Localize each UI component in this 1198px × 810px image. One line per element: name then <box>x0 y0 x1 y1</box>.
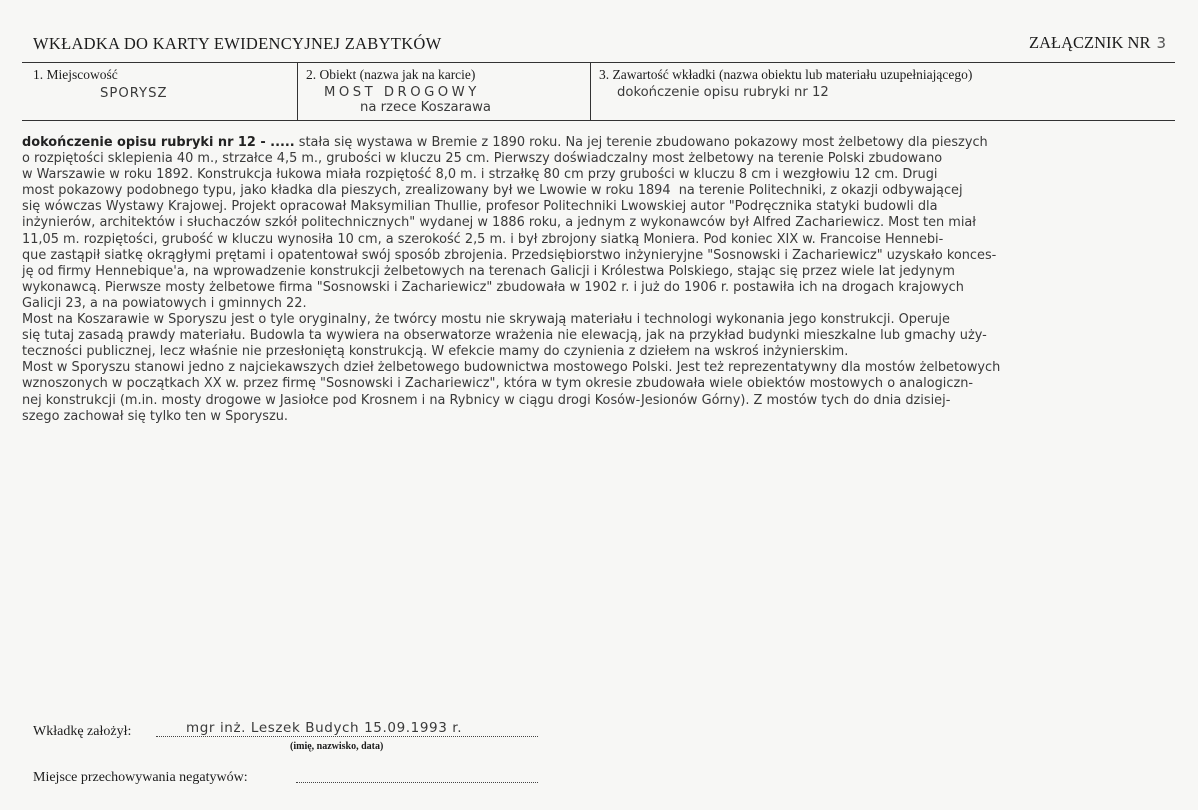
description-line: ję od firmy Hennebique'a, na wprowadzenie konstrukcji żelbetowych na terenach Galicji i Królestwa Polskiego, stając się przez wiele lat jedynym <box>22 263 955 279</box>
header-rule-top <box>22 62 1175 63</box>
field-object <box>306 67 584 115</box>
description-line: 11,05 m. rozpiętości, grubość w kluczu wynosiła 10 cm, a szerokość 2,5 m. i był zbrojony siatką Moniera. Pod koniec XIX w. Francoise Hennebi- <box>22 231 944 247</box>
author-dotted-line <box>156 736 538 737</box>
negatives-label: Miejsce przechowywania negatywów: <box>33 770 248 785</box>
header-rule-bottom <box>22 120 1175 121</box>
field-object-subvalue: na rzece Koszarawa <box>360 100 491 115</box>
description-line: nej konstrukcji (m.in. mosty drogowe w Jasiołce pod Krosnem i na Rybnicy w ciągu drogi Kosów-Jesionów Górny). Z mostów tych do dnia dzisiej- <box>22 392 951 408</box>
description-line: teczności publicznej, lecz właśnie nie przesłoniętą konstrukcją. W efekcie mamy do czynienia z dziełem na wskroś inżynierskim. <box>22 344 849 360</box>
description-line: się wówczas Wystawy Krajowej. Projekt opracował Maksymilian Thullie, profesor Politechniki Lwowskiej autor "Podręcznika statyki budowli dla <box>22 199 938 215</box>
field-contents-label: 3. Zawartość wkładki (nazwa obiektu lub materiału uzupełniającego) <box>599 67 973 82</box>
description-line: wykonawcą. Pierwsze mosty żelbetowe firma "Sosnowski i Zachariewicz" zbudowała w 1902 r. i już do 1906 r. postawiła ich na drogach krajowych <box>22 279 964 295</box>
field-location-value: SPORYSZ <box>100 86 168 101</box>
description-line: most pokazowy podobnego typu, jako kładka dla pieszych, zrealizowany był we Lwowie w roku 1894 na terenie Politechniki, z okazji odbywającej <box>22 183 963 199</box>
description-line: Most na Koszarawie w Sporyszu jest o tyle oryginalny, że twórcy mostu nie skrywają materiału i technologi wykonania jego konstrukcji. Operuje <box>22 312 950 328</box>
description-text <box>22 135 1172 425</box>
field-location <box>33 67 288 101</box>
description-line: wznoszonych w początkach XX w. przez firmę "Sosnowski i Zachariewicz", która w tym okresie zbudowała wiele obiektów mostowych o analogiczn- <box>22 376 974 392</box>
description-line: inżynierów, architektów i słuchaczów szkół politechnicznych" wydanej w 1886 roku, a jednym z wykonawców był Alfred Zachariewicz. Most ten miał <box>22 215 976 231</box>
annex-label: ZAŁĄCZNIK NR <box>1029 33 1151 52</box>
description-line: w Warszawie w roku 1892. Konstrukcja łukowa miała rozpiętość 8,0 m. i strzałkę 80 cm przy grubości w kluczu 8 cm i wezgłowiu 12 cm. Drugi <box>22 167 938 183</box>
annex-heading <box>1029 33 1166 53</box>
field-location-label: 1. Miejscowość <box>33 67 118 82</box>
field-object-label: 2. Obiekt (nazwa jak na karcie) <box>306 67 476 82</box>
description-line: stała się wystawa w Bremie z 1890 roku. Na jej terenie zbudowano pokazowy most żelbetowy dla pieszych <box>294 135 988 150</box>
field-object-value: MOST DROGOWY <box>324 85 480 100</box>
description-line: szego zachował się tylko ten w Sporyszu. <box>22 408 288 424</box>
description-line: que zastąpił siatkę okrągłymi prętami i opatentował swój sposób zbrojenia. Przedsiębiorstwo inżynieryjne "Sosnowski i Zachariewicz" uzyskało konces- <box>22 247 997 263</box>
field-contents <box>599 67 1169 100</box>
author-value: mgr inż. Leszek Budych 15.09.1993 r. <box>186 720 463 736</box>
description-line: Galicji 23, a na powiatowych i gminnych 22. <box>22 295 307 311</box>
card-title: WKŁADKA DO KARTY EWIDENCYJNEJ ZABYTKÓW <box>33 34 442 53</box>
annex-number: 3 <box>1156 34 1166 52</box>
field-divider-2 <box>590 62 591 120</box>
negatives-dotted-line <box>296 782 538 783</box>
description-lead: dokończenie opisu rubryki nr 12 - ..... <box>22 135 295 150</box>
author-hint: (imię, nazwisko, data) <box>290 741 384 752</box>
author-label: Wkładkę założył: <box>33 724 132 739</box>
description-line: o rozpiętości sklepienia 40 m., strzałce 4,5 m., grubości w kluczu 25 cm. Pierwszy doświadczalny most żelbetowy na terenie Polski zbudowano <box>22 151 943 167</box>
description-line: Most w Sporyszu stanowi jedno z najciekawszych dzieł żelbetowego budownictwa mostowego Polski. Jest też reprezentatywny dla mostów żelbetowych <box>22 360 1001 376</box>
description-line: się tutaj zasadą prawdy materiału. Budowla ta wywiera na obserwatorze wrażenia nie elewacją, jak na przykład budynki mieszkalne lub gmachy uży- <box>22 328 987 344</box>
field-contents-value: dokończenie opisu rubryki nr 12 <box>617 85 829 100</box>
field-divider-1 <box>297 62 298 120</box>
